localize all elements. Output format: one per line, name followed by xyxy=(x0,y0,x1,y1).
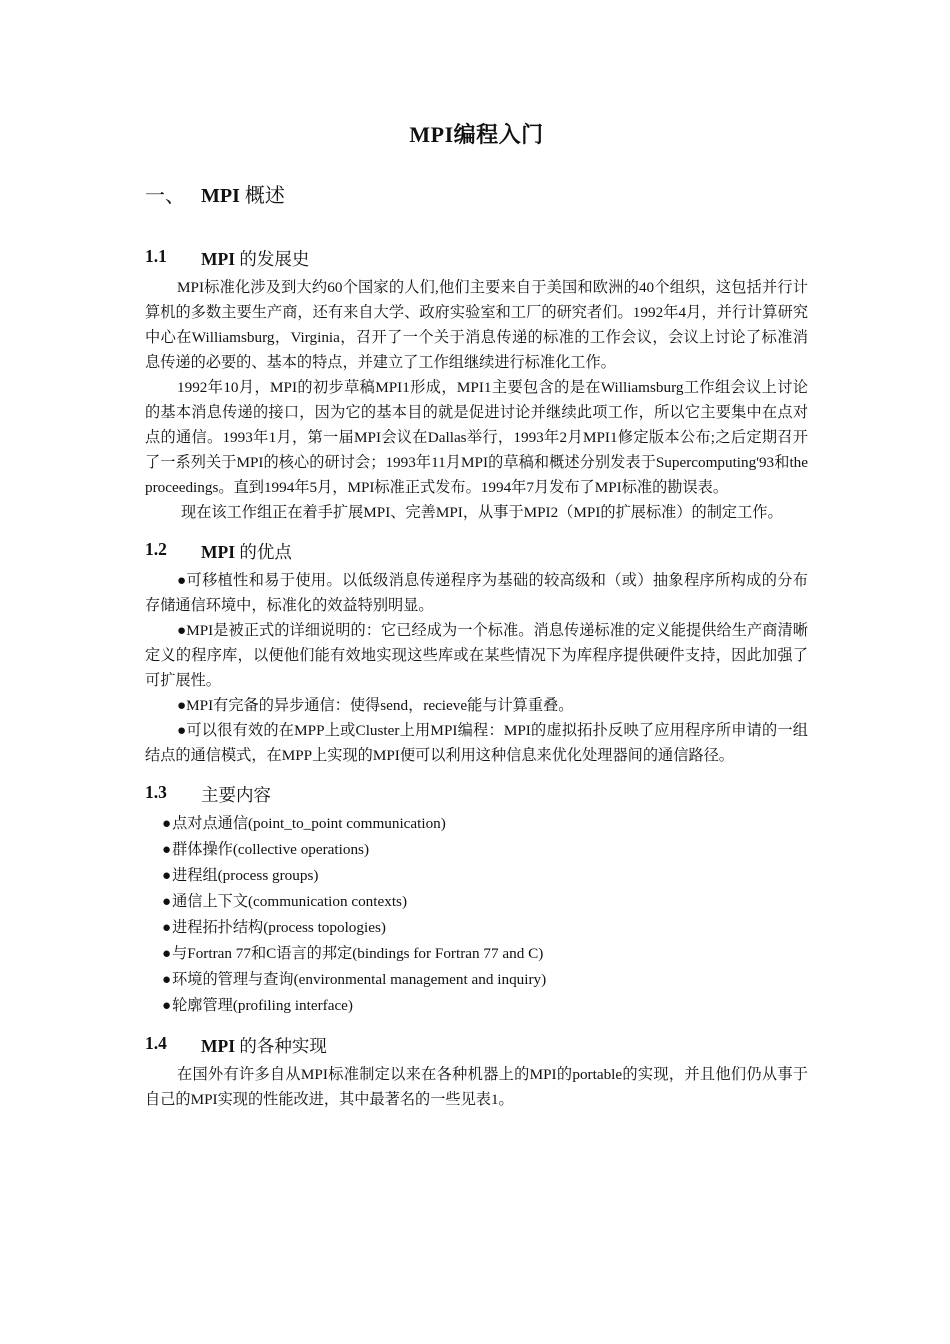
list-item-text: 轮廓管理(profiling interface) xyxy=(172,997,353,1014)
chapter-title-bold: MPI xyxy=(201,185,240,207)
section-number: 1.1 xyxy=(145,246,167,266)
section-title: 主要内容 xyxy=(201,785,271,805)
bullet-paragraph: ●MPI是被正式的详细说明的：它已经成为一个标准。消息传递标准的定义能提供给生产商清晰定义的程序库，以便他们能有效地实现这些库或在某些情况下为库程序提供硬件支持，因此加强了可扩展性。 xyxy=(145,622,808,689)
section-title-rest: 的优点 xyxy=(239,542,292,562)
paragraph: 现在该工作组正在着手扩展MPI、完善MPI，从事于MPI2（MPI的扩展标准）的制定工作。 xyxy=(181,504,783,521)
section-number: 1.4 xyxy=(145,1033,167,1053)
section-history xyxy=(145,246,808,525)
list-item-text: 进程拓扑结构(process topologies) xyxy=(172,919,386,936)
bullet-paragraph: ●可以很有效的在MPP上或Cluster上用MPI编程：MPI的虚拟拓扑反映了应用程序所申请的一组结点的通信模式，在MPP上实现的MPI便可以利用这种信息来优化处理器间的通信路径。 xyxy=(145,722,808,764)
bullet-icon: ● xyxy=(162,842,172,858)
chapter-title xyxy=(201,179,285,208)
document-page xyxy=(145,118,808,1126)
section-contents xyxy=(145,782,808,1019)
section-title xyxy=(201,246,309,271)
section-heading xyxy=(145,539,808,564)
section-number: 1.2 xyxy=(145,539,167,559)
content-list xyxy=(145,811,808,1019)
section-advantages xyxy=(145,539,808,768)
section-title-bold: MPI xyxy=(201,1036,236,1056)
section-heading xyxy=(145,246,808,271)
bullet-icon: ● xyxy=(162,894,172,910)
section-title-bold: MPI xyxy=(201,249,236,269)
section-implementations xyxy=(145,1033,808,1112)
list-item-text: 环境的管理与查询(environmental management and inquiry) xyxy=(172,971,547,988)
section-title xyxy=(201,1033,327,1058)
chapter-title-rest: 概述 xyxy=(244,185,285,207)
list-item-text: 群体操作(collective operations) xyxy=(172,841,370,858)
list-item xyxy=(162,967,808,993)
chapter-heading xyxy=(145,179,808,208)
section-title-rest: 的发展史 xyxy=(239,249,310,269)
document-title xyxy=(145,118,808,149)
bullet-paragraph: ●可移植性和易于使用。以低级消息传递程序为基础的较高级和（或）抽象程序所构成的分布存储通信环境中，标准化的效益特别明显。 xyxy=(145,572,808,614)
title-bold: MPI xyxy=(409,122,454,147)
section-title-bold: MPI xyxy=(201,542,236,562)
list-item xyxy=(162,837,808,863)
list-item xyxy=(162,811,808,837)
bullet-icon: ● xyxy=(162,816,172,832)
paragraph: 1992年10月，MPI的初步草稿MPI1形成，MPI1主要包含的是在Williamsburg工作组会议上讨论的基本消息传递的接口，因为它的基本目的就是促进讨论并继续此项工作，所以它主要集中在点对点的通信。1993年1月，第一届MPI会议在Dallas举行，1993年2月MPI1修定版本公布;之后定期召开了一系列关于MPI的核心的研讨会；1993年11月MPI的草稿和概述分别发表于Supercomputing'93和the proceedings。直到1994年5月，MPI标准正式发布。1994年7月发布了MPI标准的勘误表。 xyxy=(145,379,808,496)
bullet-icon: ● xyxy=(162,868,172,884)
bullet-icon: ● xyxy=(162,946,172,962)
chapter-number: 一、 xyxy=(145,185,185,207)
bullet-icon: ● xyxy=(162,998,172,1014)
section-number: 1.3 xyxy=(145,782,167,802)
section-heading xyxy=(145,782,808,807)
list-item xyxy=(162,915,808,941)
list-item xyxy=(162,993,808,1019)
list-item xyxy=(162,941,808,967)
list-item-text: 与Fortran 77和C语言的邦定(bindings for Fortran 77 and C) xyxy=(172,945,544,962)
paragraph: MPI标准化涉及到大约60个国家的人们,他们主要来自于美国和欧洲的40个组织，这包括并行计算机的多数主要生产商，还有来自大学、政府实验室和工厂的研究者们。1992年4月，并行计算研究中心在Williamsburg，Virginia，召开了一个关于消息传递的标准的工作会议，会议上讨论了标准消息传递的必要的、基本的特点，并建立了工作组继续进行标准化工作。 xyxy=(145,279,808,371)
bullet-paragraph: ●MPI有完备的异步通信：使得send，recieve能与计算重叠。 xyxy=(177,697,574,714)
title-rest: 编程入门 xyxy=(453,122,544,147)
list-item-text: 进程组(process groups) xyxy=(172,867,319,884)
paragraph: 在国外有许多自从MPI标准制定以来在各种机器上的MPI的portable的实现，并且他们仍从事于自己的MPI实现的性能改进，其中最著名的一些见表1。 xyxy=(145,1066,808,1108)
section-title xyxy=(201,539,292,564)
list-item xyxy=(162,889,808,915)
section-heading xyxy=(145,1033,808,1058)
list-item-text: 通信上下文(communication contexts) xyxy=(172,893,408,910)
list-item-text: 点对点通信(point_to_point communication) xyxy=(172,815,446,832)
list-item xyxy=(162,863,808,889)
section-title-rest: 的各种实现 xyxy=(239,1036,327,1056)
bullet-icon: ● xyxy=(162,972,172,988)
bullet-icon: ● xyxy=(162,920,172,936)
